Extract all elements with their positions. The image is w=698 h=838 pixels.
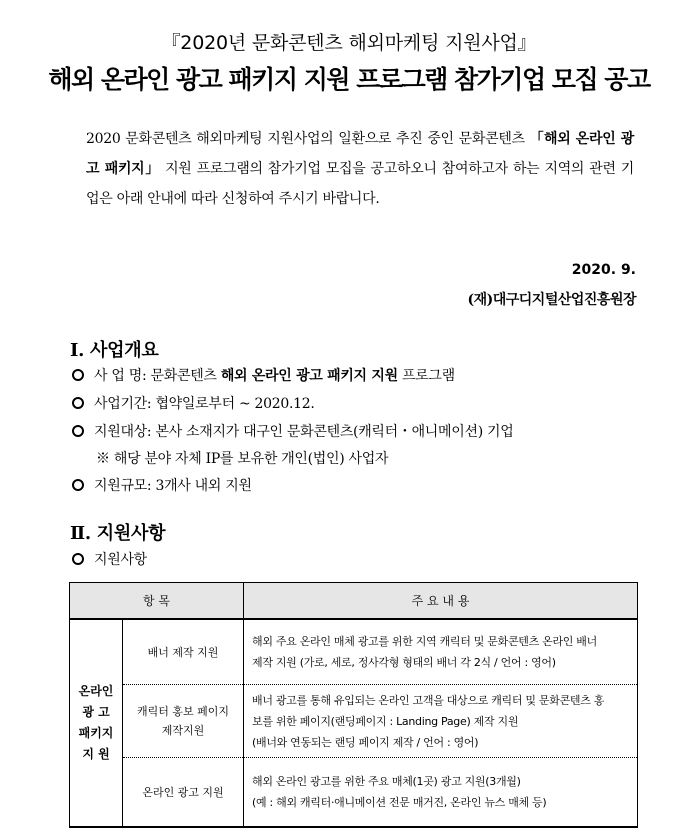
- list-item-period: [70, 393, 314, 413]
- target-text: 지원대상: 본사 소재지가 대구인 문화콘텐츠(캐릭터・애니메이션) 기업: [94, 424, 514, 440]
- project-name-bold: 해외 온라인 광고 패키지 지원: [220, 368, 398, 384]
- scale-text: 지원규모: 3개사 내외 지원: [94, 478, 252, 494]
- description-line: 해외 온라인 광고를 위한 주요 매체(1곳) 광고 지원(3개월): [252, 775, 521, 788]
- intro-text-1: 2020 문화콘텐츠 해외마케팅 지원사업의 일환으로 추진 중인 문화콘텐츠: [86, 131, 530, 147]
- intro-text-2: 지원 프로그램의 참가기업 모집을 공고하오니 참여하고자 하는 지역의 관련 기업은 아래 안내에 따라 신청하여 주시기 바랍니다.: [86, 161, 635, 207]
- description-cell: [244, 619, 638, 685]
- description-cell: [244, 758, 638, 828]
- project-name-prefix: 사 업 명: 문화콘텐츠: [94, 368, 221, 384]
- item-cell: [123, 619, 244, 685]
- description-cell: [244, 685, 638, 758]
- bullet-icon: [72, 479, 84, 491]
- item-line: 캐릭터 홍보 페이지: [136, 705, 229, 718]
- list-item-project-name: [70, 365, 455, 385]
- category-line: 지 원: [82, 747, 110, 761]
- support-text: 지원사항: [94, 552, 147, 568]
- table-row: [70, 685, 638, 758]
- table-row: [70, 758, 638, 828]
- bullet-icon: [72, 553, 84, 565]
- bullet-icon: [72, 397, 84, 409]
- item-cell: [123, 758, 244, 828]
- description-line: (예 : 해외 캐릭터·애니메이션 전문 매거진, 온라인 뉴스 매체 등): [252, 796, 547, 809]
- support-table: [69, 582, 638, 828]
- document-subtitle: 『2020년 문화콘텐츠 해외마케팅 지원사업』: [161, 32, 537, 54]
- item-line: 온라인 광고 지원: [142, 785, 224, 799]
- description-line: 해외 주요 온라인 매체 광고를 위한 지역 캐릭터 및 문화콘텐츠 온라인 배너: [252, 635, 597, 648]
- project-name-suffix: 프로그램: [397, 368, 455, 384]
- category-line: 온라인: [78, 684, 114, 698]
- description-line: 제작 지원 (가로, 세로, 정사각형 형태의 배너 각 2식 / 언어 : 영어): [252, 656, 556, 669]
- table-header-row: [70, 583, 638, 620]
- header-item: 항 목: [70, 583, 244, 620]
- list-item-target: [70, 421, 513, 441]
- description-line: 배너 광고를 통해 유입되는 온라인 고객을 대상으로 캐릭터 및 문화콘텐츠 홍: [252, 693, 605, 707]
- item-line: 배너 제작 지원: [147, 645, 219, 659]
- item-line: 제작지원: [161, 724, 205, 737]
- announcement-date: 2020. 9.: [571, 262, 636, 278]
- period-text: 사업기간: 협약일로부터 ~ 2020.12.: [94, 396, 315, 412]
- header-content: 주 요 내 용: [244, 583, 638, 620]
- category-line: 광 고: [82, 705, 110, 719]
- section-2-title: Ⅱ. 지원사항: [70, 523, 166, 544]
- target-note: ※ 해당 분야 자체 IP를 보유한 개인(법인) 사업자: [96, 451, 389, 467]
- issuer-name: (재)대구디지털산업진흥원장: [467, 292, 636, 308]
- description-line: 보를 위한 페이지(랜딩페이지 : Landing Page) 제작 지원: [252, 714, 519, 728]
- intro-paragraph: [86, 124, 634, 214]
- item-cell: [123, 685, 244, 758]
- bullet-icon: [72, 369, 84, 381]
- list-item-scale: [70, 475, 252, 495]
- list-item-support: [70, 549, 147, 569]
- bullet-icon: [72, 425, 84, 437]
- document-title: 해외 온라인 광고 패키지 지원 프로그램 참가기업 모집 공고: [48, 65, 650, 94]
- category-line: 패키지: [78, 726, 114, 740]
- table-row: [70, 619, 638, 685]
- intro-program-name: 「해외 온라인 광고 패키지」: [86, 131, 634, 177]
- description-line: (배너와 연동되는 랜딩 페이지 제작 / 언어 : 영어): [252, 735, 479, 749]
- category-cell: [70, 619, 123, 827]
- section-1-title: Ⅰ. 사업개요: [70, 340, 159, 361]
